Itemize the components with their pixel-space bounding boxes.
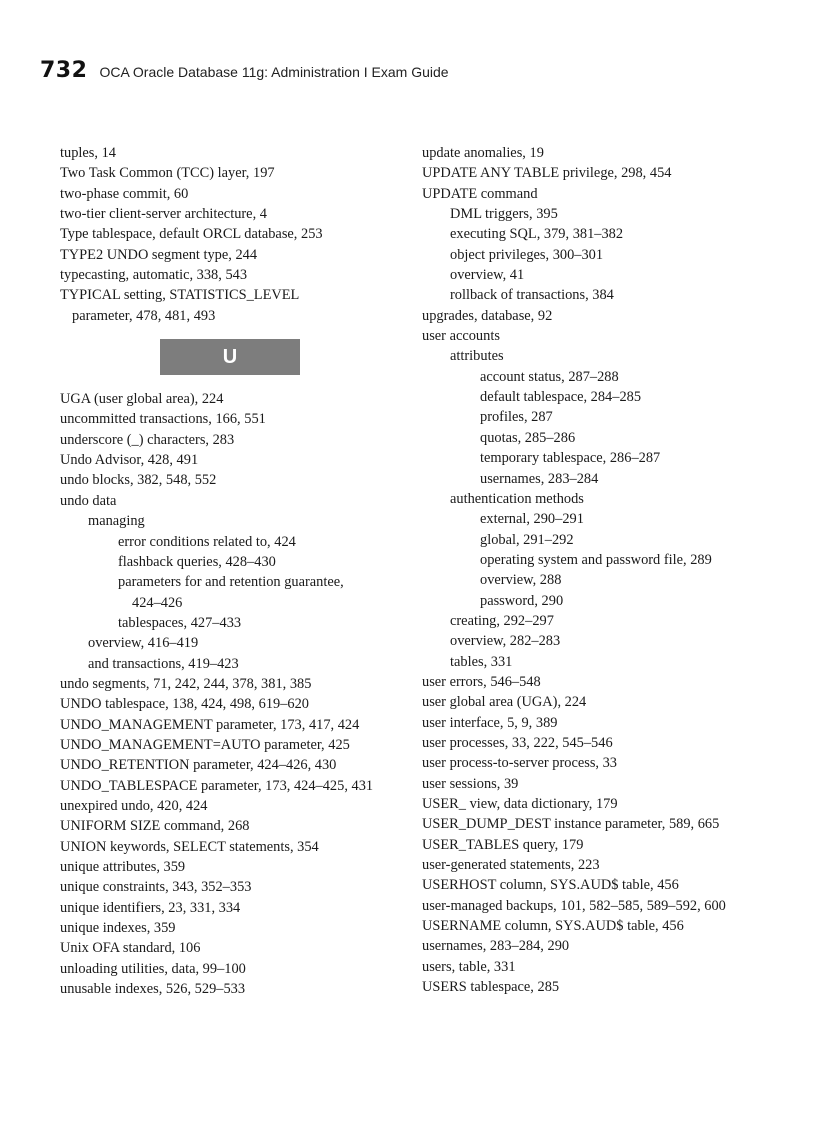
index-entry: upgrades, database, 92: [422, 307, 553, 324]
index-subentry: tables, 331: [450, 653, 513, 670]
index-subsubentry: flashback queries, 428–430: [118, 553, 276, 570]
index-entry: user accounts: [422, 328, 500, 345]
index-subsubentry: overview, 288: [480, 572, 562, 589]
index-subentry: executing SQL, 379, 381–382: [450, 226, 624, 243]
index-subentry: and transactions, 419–423: [88, 655, 239, 672]
index-subentry: rollback of transactions, 384: [450, 287, 614, 304]
index-entry: UNDO tablespace, 138, 424, 498, 619–620: [60, 696, 309, 713]
section-letter: U: [222, 345, 238, 368]
index-entry: tuples, 14: [60, 145, 116, 161]
index-subsubentry: temporary tablespace, 286–287: [480, 450, 661, 467]
index-entry: USER_TABLES query, 179: [422, 836, 584, 853]
index-entry: UPDATE ANY TABLE privilege, 298, 454: [422, 165, 672, 182]
index-entry: UNION keywords, SELECT statements, 354: [60, 838, 319, 855]
index-entry: Undo Advisor, 428, 491: [60, 452, 199, 469]
index-entry: undo data: [60, 492, 117, 509]
index-subsubentry: error conditions related to, 424: [118, 533, 296, 550]
index-entry: user interface, 5, 9, 389: [422, 714, 558, 731]
index-entry: UNIFORM SIZE command, 268: [60, 818, 250, 835]
index-entry: Two Task Common (TCC) layer, 197: [60, 165, 275, 182]
index-entry: user-managed backups, 101, 582–585, 589–592, 600: [422, 897, 726, 914]
index-entry: USER_ view, data dictionary, 179: [422, 796, 618, 812]
index-entry: UGA (user global area), 224: [60, 391, 224, 408]
index-subentry: creating, 292–297: [450, 612, 554, 629]
index-entry: Unix OFA standard, 106: [60, 940, 201, 957]
index-entry: update anomalies, 19: [422, 145, 544, 161]
index-subsubentry: global, 291–292: [480, 531, 574, 548]
index-entry: USERS tablespace, 285: [422, 979, 560, 996]
page-header: [40, 58, 449, 84]
index-entry: two-phase commit, 60: [60, 185, 189, 202]
index-subsubentry: account status, 287–288: [480, 368, 619, 385]
index-subentry: managing: [88, 513, 145, 530]
index-entry: uncommitted transactions, 166, 551: [60, 411, 266, 428]
index-entry: user global area (UGA), 224: [422, 694, 587, 711]
index-entry: unique attributes, 359: [60, 859, 186, 875]
index-subsubentry: default tablespace, 284–285: [480, 389, 642, 406]
index-entry: undo blocks, 382, 548, 552: [60, 472, 217, 489]
index-subsubentry: usernames, 283–284: [480, 470, 599, 487]
index-entry: TYPICAL setting, STATISTICS_LEVEL: [60, 287, 300, 304]
running-head: OCA Oracle Database 11g: Administration I Exam Guide: [99, 64, 449, 80]
index-subentry: overview, 416–419: [88, 635, 199, 652]
index-column-right: [422, 143, 782, 997]
index-subentry: object privileges, 300–301: [450, 246, 604, 263]
section-letter-bar: [160, 339, 300, 375]
index-entry: user-generated statements, 223: [422, 857, 600, 874]
index-entry: unique indexes, 359: [60, 920, 176, 937]
index-entry: underscore (_) characters, 283: [60, 431, 235, 448]
index-entry: UNDO_MANAGEMENT=AUTO parameter, 425: [60, 736, 350, 753]
index-subentry: authentication methods: [450, 490, 584, 507]
index-entry: USERHOST column, SYS.AUD$ table, 456: [422, 877, 679, 894]
index-entry-continuation: 424–426: [132, 594, 183, 611]
index-entry-continuation: parameter, 478, 481, 493: [72, 307, 216, 324]
index-entry: Type tablespace, default ORCL database, 253: [60, 226, 323, 243]
index-entry: undo segments, 71, 242, 244, 378, 381, 385: [60, 675, 312, 692]
index-subsubentry: parameters for and retention guarantee,: [118, 574, 344, 591]
index-subentry: overview, 282–283: [450, 633, 561, 650]
index-subsubentry: tablespaces, 427–433: [118, 614, 242, 631]
index-subentry: DML triggers, 395: [450, 206, 558, 223]
index-entry: user sessions, 39: [422, 775, 519, 792]
index-entry: unique identifiers, 23, 331, 334: [60, 899, 241, 916]
index-subentry: overview, 41: [450, 267, 525, 284]
index-entry: UNDO_TABLESPACE parameter, 173, 424–425, 431: [60, 777, 374, 794]
index-subsubentry: operating system and password file, 289: [480, 551, 712, 568]
index-subsubentry: quotas, 285–286: [480, 429, 576, 446]
index-entry: usernames, 283–284, 290: [422, 938, 570, 955]
index-entry: UNDO_MANAGEMENT parameter, 173, 417, 424: [60, 716, 360, 733]
index-entry: two-tier client-server architecture, 4: [60, 206, 267, 223]
index-entry: UPDATE command: [422, 185, 538, 202]
index-entry: unusable indexes, 526, 529–533: [60, 981, 246, 998]
index-entry: USERNAME column, SYS.AUD$ table, 456: [422, 918, 684, 935]
index-entry: user errors, 546–548: [422, 673, 541, 690]
page-number: 732: [40, 58, 88, 83]
index-subsubentry: password, 290: [480, 592, 564, 609]
index-subsubentry: profiles, 287: [480, 409, 553, 426]
index-entry: unloading utilities, data, 99–100: [60, 960, 246, 977]
index-entry: users, table, 331: [422, 958, 516, 975]
index-entry: TYPE2 UNDO segment type, 244: [60, 246, 258, 263]
index-entry: typecasting, automatic, 338, 543: [60, 267, 248, 284]
index-entry: UNDO_RETENTION parameter, 424–426, 430: [60, 757, 337, 774]
index-entry: unique constraints, 343, 352–353: [60, 879, 252, 896]
index-entry: unexpired undo, 420, 424: [60, 797, 208, 814]
index-subentry: attributes: [450, 348, 504, 365]
index-entry: USER_DUMP_DEST instance parameter, 589, 665: [422, 816, 720, 833]
index-entry: user processes, 33, 222, 545–546: [422, 734, 613, 751]
index-column-left: [60, 143, 405, 999]
index-entry: user process-to-server process, 33: [422, 755, 618, 772]
index-subsubentry: external, 290–291: [480, 511, 584, 528]
